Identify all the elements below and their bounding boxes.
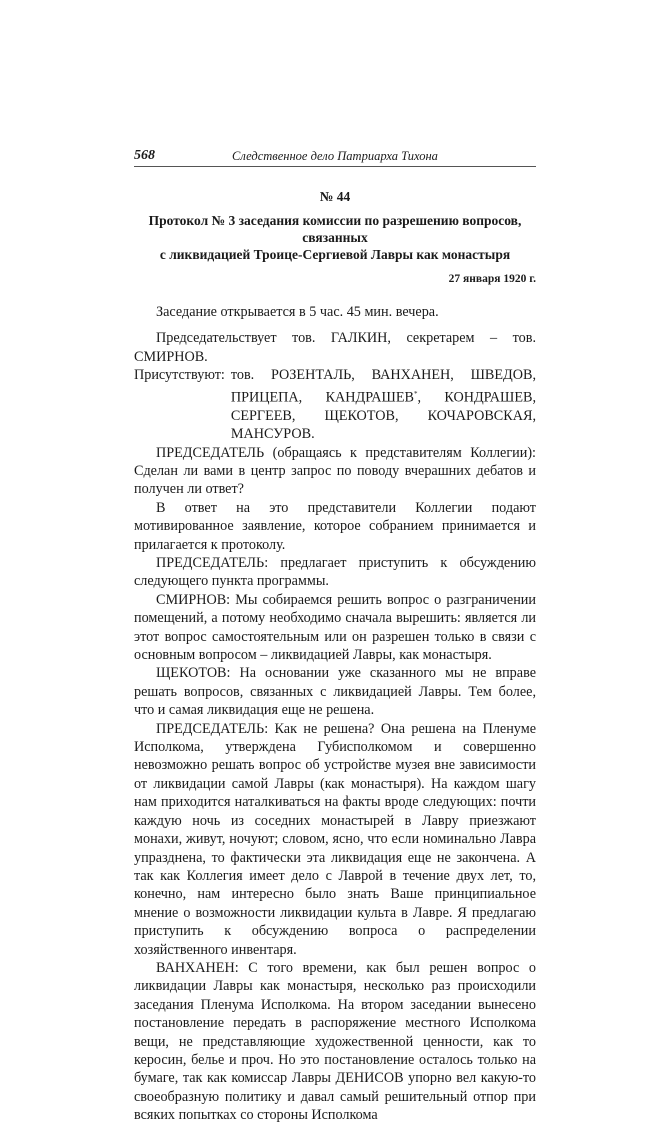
attendance-label: Присутствуют: [134,367,225,384]
paragraph: В ответ на это представители Коллегии подают мотивированное заявление, которое собранием принимается и прилагается к протоколу. [134,499,536,553]
document-title [134,212,536,263]
page-number: 568 [134,148,155,163]
running-head [134,146,536,167]
chair-paragraph: Председательствует тов. ГАЛКИН, секретарем – тов. СМИРНОВ. [134,330,536,365]
paragraph: ПРЕДСЕДАТЕЛЬ: предлагает приступить к обсуждению следующего пункта программы. [134,555,536,590]
book-title: Следственное дело Патриарха Тихона [232,149,438,163]
document-title-line2: с ликвидацией Троице-Сергиевой Лавры как монастыря [159,247,511,262]
paragraph: ЩЕКОТОВ: На основании уже сказанного мы не вправе решать вопросов, связанных с ликвидацией Лавры. Тем более, что и самая ликвидация еще не решена. [134,665,536,719]
protocol-body [134,303,536,1125]
paragraph: СМИРНОВ: Мы собираемся решить вопрос о разграничении помещений, а потому необходимо сначала вырешить: является ли этот вопрос самостоятельным или он разрешен только в связи с основным вопросом – ликвидацией Лавры, как монастыря. [134,591,536,664]
attendance-names-part1: тов. РОЗЕНТАЛЬ, ВАНХАНЕН, ШВЕДОВ, ПРИЦЕПА, КАНДРАШЕВ [230,367,536,406]
paragraph: ВАНХАНЕН: С того времени, как был решен вопрос о ликвидации Лавры как монастыря, несколько раз происходили заседания Пленума Исполкома. На втором заседании вынесено постановление передать в распоряжение местного Исполкома вещи, не представляющие художественной ценности, как то керосин, белье и проч. Но это постановление осталось только на бумаге, так как комиссар Лавры ДЕНИСОВ упорно вел какую-то своеобразную политику и давал самый решительный отпор при всяких попытках со стороны Исполкома [134,959,536,1124]
paragraph: ПРЕДСЕДАТЕЛЬ: Как не решена? Она решена на Пленуме Исполкома, утверждена Губисполкомом и совершенно невозможно решать вопрос об устройстве музея вне зависимости от ликвидации самой Лавры (как монастыря). На каждом шагу нам приходится наталкиваться на факты вроде следующих: почти каждую ночь из соседних монастырей в Лавру приезжают монахи, живут, ночуют; словом, ясно, что если номинально Лавра упразднена, то фактически эта ликвидация еще не закончена. А так как Коллегия имеет дело с Лаврой в течение двух лет, то, конечно, нам интересно было знать Ваше принципиальное мнение о возможности ликвидации культа в Лавре. Я предлагаю приступить к обсуждению вопроса о распределении хозяйственного инвентаря. [134,720,536,958]
opening-paragraph: Заседание открывается в 5 час. 45 мин. вечера. [156,304,439,320]
attendance-list [134,366,536,443]
paragraph: ПРЕДСЕДАТЕЛЬ (обращаясь к представителям Коллегии): Сделан ли вами в центр запрос по поводу вчерашних дебатов и получен ли ответ? [134,444,536,498]
attendance-names [231,366,536,443]
attendance-names-part2: , КОНДРАШЕВ, СЕРГЕЕВ, ЩЕКОТОВ, КОЧАРОВСКАЯ, МАНСУРОВ. [230,389,536,443]
document-page [134,146,536,1125]
document-number: № 44 [319,189,351,204]
footnote-mark: * [413,389,418,398]
document-title-line1: Протокол № 3 заседания комиссии по разрешению вопросов, связанных [148,213,522,245]
document-date: 27 января 1920 г. [448,273,536,285]
